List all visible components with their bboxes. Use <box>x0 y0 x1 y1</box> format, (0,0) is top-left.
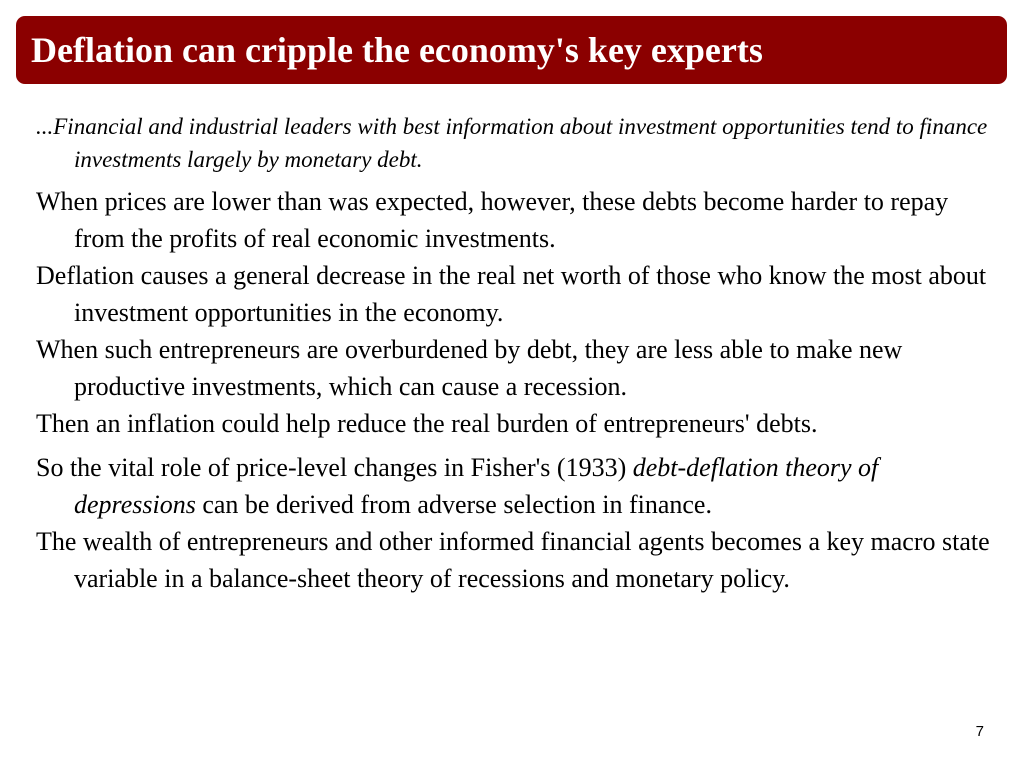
closing-paragraph: The wealth of entrepreneurs and other informed financial agents becomes a key macro state variable in a balance-sheet theory of recessions and monetary policy. <box>36 527 990 593</box>
title-bar <box>16 16 1007 84</box>
page-number: 7 <box>975 723 984 740</box>
slide-body <box>36 110 994 597</box>
fisher-text-after: can be derived from adverse selection in finance. <box>195 490 712 519</box>
body-paragraph-1: When prices are lower than was expected, however, these debts become harder to repay from the profits of real economic investments. <box>36 187 949 253</box>
body-paragraph-4: Then an inflation could help reduce the real burden of entrepreneurs' debts. <box>36 409 818 438</box>
body-paragraph-2: Deflation causes a general decrease in the real net worth of those who know the most about investment opportunities in the economy. <box>36 261 987 327</box>
spacer <box>36 176 994 183</box>
fisher-text-before: So the vital role of price-level changes in Fisher's (1933) <box>36 453 633 482</box>
body-paragraph-3: When such entrepreneurs are overburdened by debt, they are less able to make new productive investments, which can cause a recession. <box>36 335 903 401</box>
fisher-theory-emphasis: debt-deflation theory of depressions <box>74 453 879 519</box>
fisher-paragraph <box>36 449 994 523</box>
spacer <box>36 442 994 449</box>
intro-paragraph: ...Financial and industrial leaders with best information about investment opportunities tend to finance investments largely by monetary debt. <box>36 114 988 172</box>
slide-title: Deflation can cripple the economy's key experts <box>31 30 763 70</box>
